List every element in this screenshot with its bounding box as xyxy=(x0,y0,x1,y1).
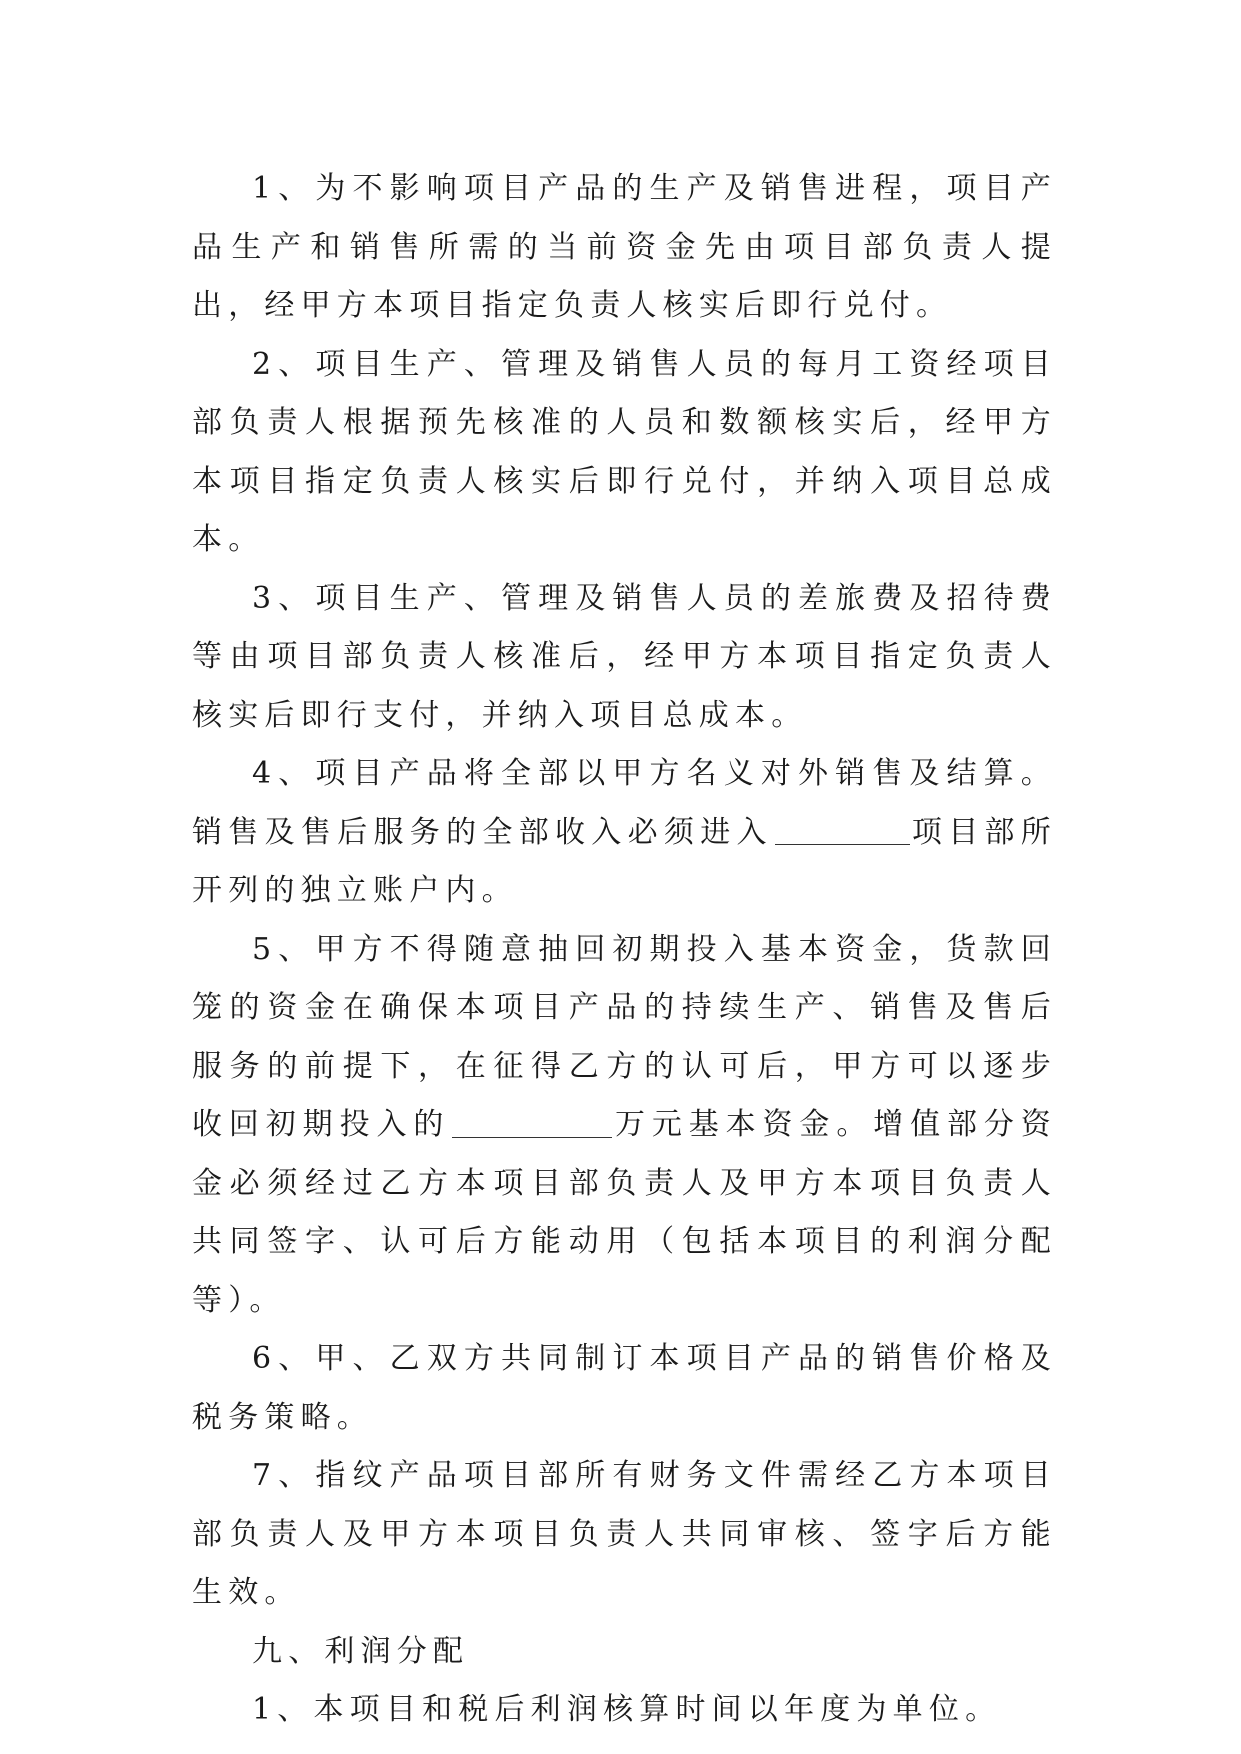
paragraph-2: 2、项目生产、管理及销售人员的每月工资经项目部负责人根据预先核准的人员和数额核实后，经甲方本项目指定负责人核实后即行兑付，并纳入项目总成本。 xyxy=(192,346,1057,557)
paragraph-profit-1: 1、本项目和税后利润核算时间以年度为单位。 xyxy=(252,1692,1002,1727)
fill-in-blank-account xyxy=(775,813,910,846)
paragraph-5-text-after: 万元基本资金。增值部分资金必须经过乙方本项目部负责人及甲方本项目负责人共同签字、认可后方能动用（包括本项目的利润分配等）。 xyxy=(192,1107,1057,1318)
paragraph-5 xyxy=(192,921,1057,1331)
paragraph-3: 3、项目生产、管理及销售人员的差旅费及招待费等由项目部负责人核准后，经甲方本项目指定负责人核实后即行支付，并纳入项目总成本。 xyxy=(192,580,1057,733)
fill-in-blank-amount xyxy=(452,1105,612,1138)
paragraph-7: 7、指纹产品项目部所有财务文件需经乙方本项目部负责人及甲方本项目负责人共同审核、签字后方能生效。 xyxy=(192,1458,1057,1610)
paragraph-4-text-after: 项目部所开列的独立账户内。 xyxy=(192,814,1057,908)
paragraph-6: 6、甲、乙双方共同制订本项目产品的销售价格及税务策略。 xyxy=(192,1341,1057,1435)
paragraph-1: 1、为不影响项目产品的生产及销售进程，项目产品生产和销售所需的当前资金先由项目部负责人提出，经甲方本项目指定负责人核实后即行兑付。 xyxy=(192,171,1057,323)
paragraph-4-text-before: 4、项目产品将全部以甲方名义对外销售及结算。销售及售后服务的全部收入必须进入 xyxy=(192,756,1057,850)
paragraph-4 xyxy=(192,745,1057,921)
paragraph-5-text-before: 5、甲方不得随意抽回初期投入基本资金，货款回笼的资金在确保本项目产品的持续生产、销售及售后服务的前提下，在征得乙方的认可后，甲方可以逐步收回初期投入的 xyxy=(192,931,1057,1142)
section-heading-profit-distribution: 九、利润分配 xyxy=(252,1633,470,1669)
document-body xyxy=(192,160,1057,1740)
